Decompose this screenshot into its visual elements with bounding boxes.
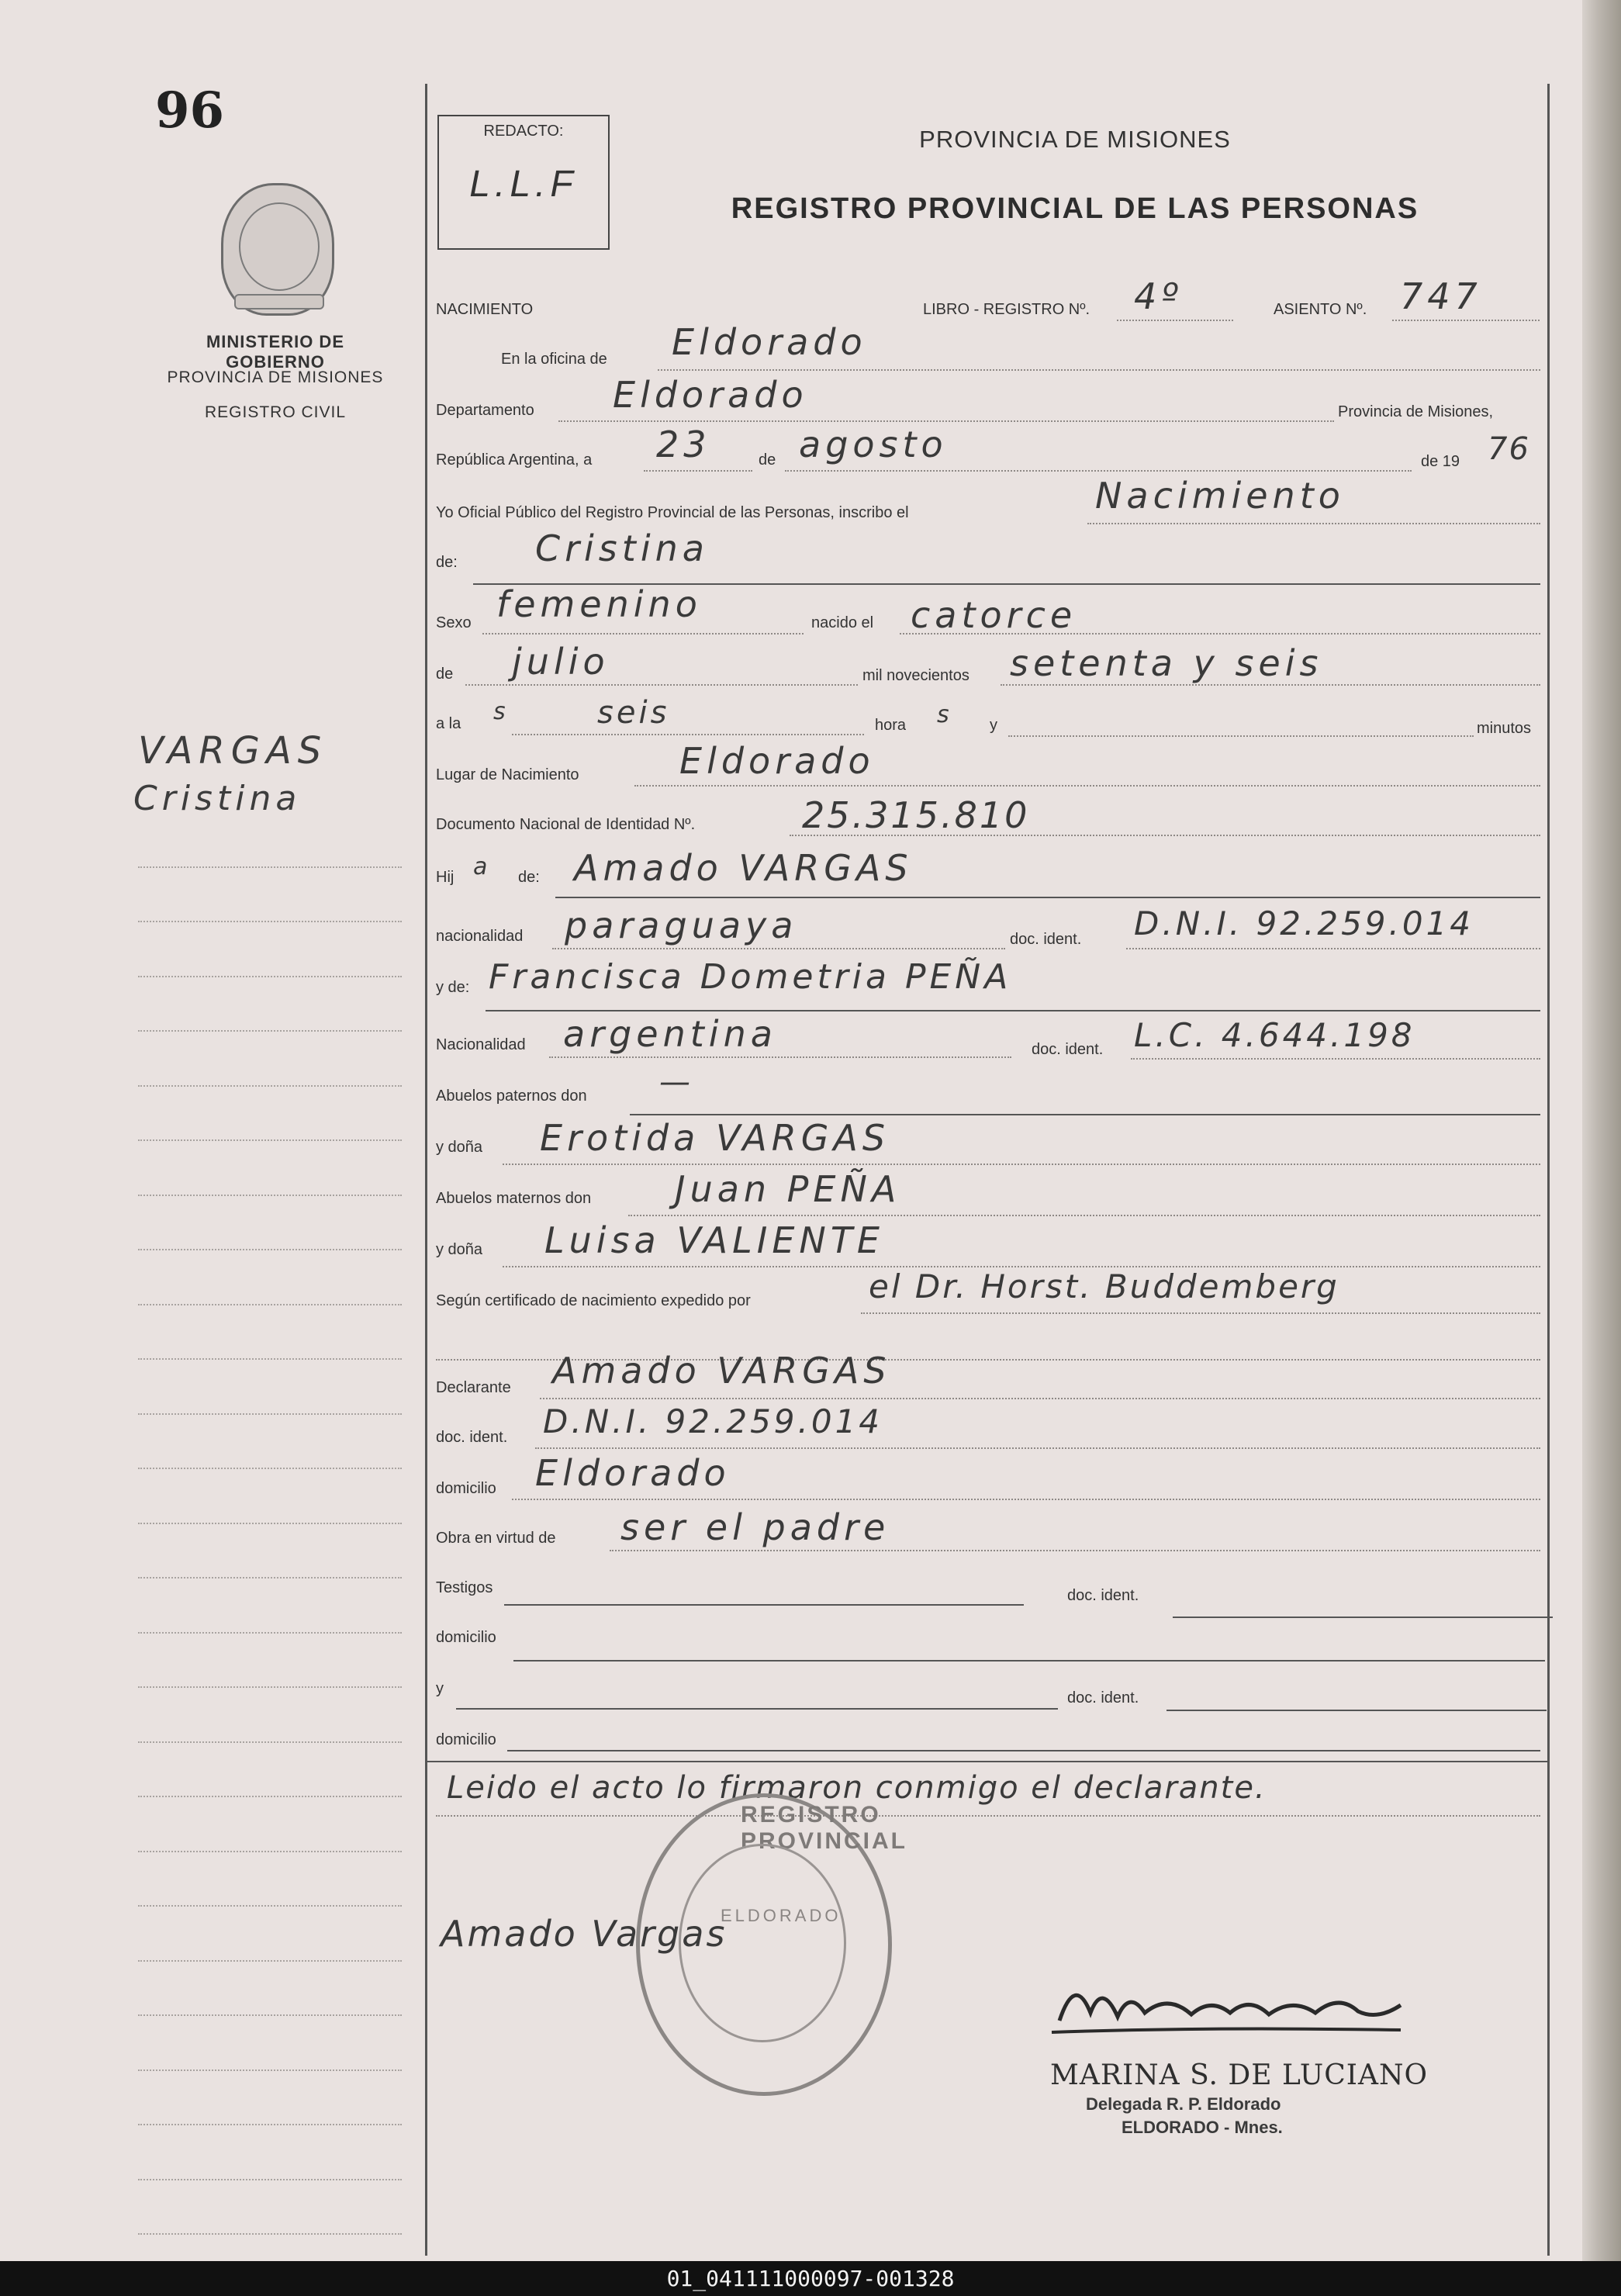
nacido-label: nacido el [811, 614, 874, 631]
sexo-value: femenino [496, 583, 702, 625]
mil-label: mil novecientos [862, 667, 969, 684]
madre-line [486, 1010, 1540, 1011]
closing-text: Leido el acto lo firmaron conmigo el declarante. [447, 1770, 1267, 1806]
obra-value: ser el padre [620, 1506, 890, 1548]
padre-value: Amado VARGAS [574, 847, 913, 889]
hora-suffix: s [937, 701, 952, 728]
mes-de-label: de [759, 451, 776, 469]
ministry-heading: MINISTERIO DE GOBIERNO [206, 332, 344, 372]
nombre-de-label: de: [436, 554, 458, 571]
asiento-line [1392, 320, 1540, 321]
madre-value: Francisca Dometria PEÑA [489, 957, 1012, 997]
registry-heading: REGISTRO CIVIL [204, 403, 347, 421]
obra-line [610, 1550, 1540, 1551]
domicilio-value: Eldorado [535, 1452, 731, 1494]
declarante-value: Amado VARGAS [552, 1350, 891, 1392]
page-number: 96 [155, 81, 225, 140]
declarante-line [540, 1398, 1540, 1399]
stamp-center-text: ELDORADO [721, 1906, 842, 1925]
acto-line [1087, 523, 1540, 524]
y-t2-label: y [436, 1680, 444, 1697]
hora-line [512, 734, 864, 735]
dia-line [644, 470, 752, 472]
official-place: ELDORADO - Mnes. [1122, 2118, 1283, 2137]
libro-label: LIBRO - REGISTRO Nº. [923, 301, 1090, 318]
doc-decl-label: doc. ident. [436, 1429, 508, 1446]
lugar-line [634, 785, 1540, 787]
dom-t1-label: domicilio [436, 1629, 496, 1646]
anio-value: 76 [1488, 431, 1530, 467]
madre-de-label: y de: [436, 979, 470, 996]
dni-label: Documento Nacional de Identidad Nº. [436, 816, 696, 833]
hora-label: hora [875, 717, 907, 734]
dom-t2-label: domicilio [436, 1731, 496, 1748]
closing-line [436, 1815, 1540, 1817]
doc-padre-value: D.N.I. 92.259.014 [1134, 904, 1474, 942]
doc-t1-line [1173, 1617, 1553, 1618]
margin-given-name: Cristina [133, 779, 302, 818]
provincia-label: Provincia de Misiones, [1338, 403, 1494, 420]
domicilio-line [512, 1499, 1540, 1500]
doc-t2-label: doc. ident. [1067, 1689, 1139, 1706]
abuelo-pat-line [630, 1114, 1540, 1115]
anio-nac-value: setenta y seis [1010, 642, 1323, 684]
image-code-footer: 01_041111000097-001328 [0, 2261, 1621, 2296]
mes-nac-de-label: de [436, 666, 454, 683]
declarant-signature: Amado Vargas [441, 1913, 728, 1955]
mes-value: agosto [799, 424, 948, 465]
mes-nac-line [465, 684, 858, 686]
province-heading: PROVINCIA DE MISIONES [167, 368, 384, 386]
dona-pat-label: y doña [436, 1139, 483, 1156]
doc-padre-label: doc. ident. [1010, 931, 1082, 948]
republica-label: República Argentina, a [436, 451, 593, 469]
dom-t2-line [507, 1750, 1540, 1751]
a-la-suffix: s [493, 698, 509, 725]
official-role: Delegada R. P. Eldorado [1086, 2094, 1281, 2114]
oficial-label: Yo Oficial Público del Registro Provincial de las Personas, inscribo el [436, 504, 909, 521]
margin-ruled-lines [138, 813, 402, 2235]
dona-mat-label: y doña [436, 1241, 483, 1258]
nac-madre-label: Nacionalidad [436, 1036, 526, 1053]
testigos-label: Testigos [436, 1579, 493, 1596]
doc-t1-label: doc. ident. [1067, 1587, 1139, 1604]
certificado-line [861, 1312, 1540, 1314]
anio-nac-line [1001, 684, 1540, 686]
declarante-label: Declarante [436, 1379, 511, 1396]
hora-value: seis [597, 695, 670, 731]
a-la-label: a la [436, 715, 461, 732]
lugar-value: Eldorado [679, 740, 875, 782]
province-title: PROVINCIA DE MISIONES [919, 126, 1231, 153]
doc-t2-line [1166, 1710, 1547, 1711]
departamento-value: Eldorado [613, 374, 808, 416]
asiento-label: ASIENTO Nº. [1274, 301, 1367, 318]
asiento-value: 747 [1400, 275, 1482, 317]
stamp-inner-ring [679, 1844, 846, 2042]
abuelo-mat-value: Juan PEÑA [675, 1168, 901, 1210]
registry-title: REGISTRO PROVINCIAL DE LAS PERSONAS [731, 192, 1419, 225]
dom-t1-line [513, 1660, 1545, 1661]
y-minutos-label: y [990, 717, 997, 734]
official-signature-icon [1044, 1959, 1408, 2052]
abuelo-mat-line [628, 1215, 1540, 1216]
dia-value: 23 [656, 424, 711, 465]
oficina-label: En la oficina de [501, 351, 607, 368]
doc-madre-value: L.C. 4.644.198 [1134, 1016, 1415, 1054]
doc-decl-value: D.N.I. 92.259.014 [543, 1402, 883, 1440]
margin-surname: VARGAS [138, 729, 328, 773]
abuela-mat-value: Luisa VALIENTE [544, 1219, 884, 1261]
closing-divider [425, 1761, 1547, 1762]
lugar-label: Lugar de Nacimiento [436, 766, 579, 783]
doc-padre-line [1126, 948, 1540, 949]
doc-madre-label: doc. ident. [1032, 1041, 1104, 1058]
minutos-label: minutos [1477, 720, 1532, 737]
abuela-pat-value: Erotida VARGAS [540, 1117, 890, 1159]
nac-padre-label: nacionalidad [436, 928, 524, 945]
oficina-value: Eldorado [672, 321, 867, 363]
hij-suffix: a [473, 853, 491, 880]
nac-madre-value: argentina [563, 1013, 777, 1055]
registry-stamp-icon [636, 1793, 908, 2096]
nacido-value: catorce [911, 594, 1077, 636]
page-edge [1582, 0, 1621, 2261]
acto-value: Nacimiento [1095, 475, 1345, 517]
departamento-line [558, 420, 1334, 422]
nac-padre-line [552, 948, 1005, 949]
padre-de-label: de: [518, 869, 540, 886]
sexo-line [482, 633, 804, 635]
stamp-arc-text: REGISTRO PROVINCIAL [741, 1802, 908, 1854]
padre-line [555, 897, 1540, 898]
domicilio-label: domicilio [436, 1480, 496, 1497]
libro-value: 4º [1134, 275, 1183, 317]
departamento-label: Departamento [436, 402, 534, 419]
doc-decl-line [535, 1447, 1540, 1449]
certificado-value: el Dr. Horst. Buddemberg [869, 1267, 1339, 1305]
abuela-pat-line [503, 1164, 1540, 1165]
nac-padre-value: paraguaya [565, 904, 798, 946]
redacto-label: REDACTO: [483, 123, 564, 140]
mes-nac-value: julio [512, 641, 610, 683]
sexo-label: Sexo [436, 614, 472, 631]
right-border-line [1547, 84, 1550, 2256]
abuelos-mat-label: Abuelos maternos don [436, 1190, 592, 1207]
redacto-box [437, 115, 610, 250]
obra-label: Obra en virtud de [436, 1530, 556, 1547]
seal-banner [234, 294, 324, 309]
doc-madre-line [1131, 1058, 1540, 1060]
record-type-label: NACIMIENTO [436, 301, 534, 318]
left-border-line [425, 84, 427, 2256]
certificado-label: Según certificado de nacimiento expedido por [436, 1292, 751, 1309]
seal-ring [239, 202, 320, 291]
minutos-line [1008, 735, 1474, 737]
official-name: MARINA S. DE LUCIANO [1050, 2059, 1429, 2091]
libro-line [1117, 320, 1233, 321]
provincial-seal-icon [221, 183, 334, 316]
dni-value: 25.315.810 [802, 794, 1030, 836]
testigo-1-line [504, 1604, 1024, 1606]
nombre-value: Cristina [535, 527, 709, 569]
abuelo-pat-value: — [659, 1064, 695, 1100]
hij-label: Hij [436, 869, 455, 886]
anio-prefix: de 19 [1421, 453, 1460, 470]
oficina-line [658, 369, 1540, 371]
mes-line [785, 470, 1412, 472]
testigo-2-line [456, 1708, 1058, 1710]
nac-madre-line [549, 1056, 1011, 1058]
redacto-value: L.L.F [469, 164, 578, 205]
abuelos-pat-label: Abuelos paternos don [436, 1087, 587, 1105]
